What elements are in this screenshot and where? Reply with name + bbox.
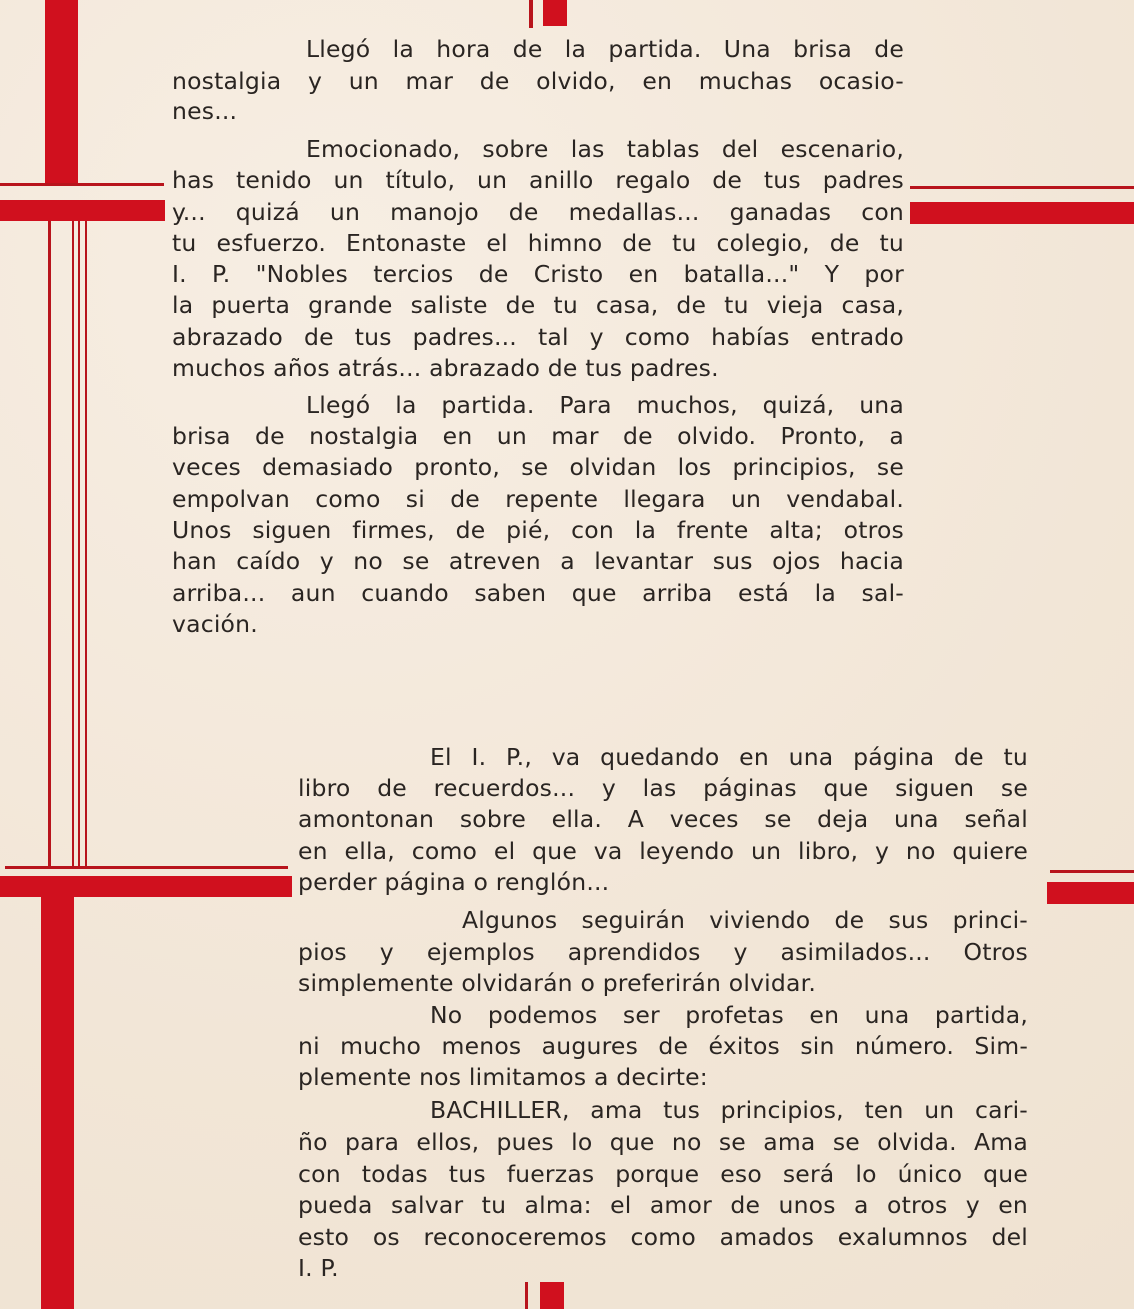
decor-left-pinstripe-3 xyxy=(78,221,80,868)
text-line: El I. P., va quedando en una página de tu xyxy=(430,743,1028,771)
text-line: arriba... aun cuando saben que arriba está la sal- xyxy=(172,579,904,607)
decor-left-horizontal-bar-top xyxy=(0,200,165,221)
decor-top-center-thin-tick xyxy=(529,0,533,28)
text-line: con todas tus fuerzas porque eso será lo único que xyxy=(298,1160,1028,1188)
text-line: muchos años atrás... abrazado de tus padres. xyxy=(172,354,719,382)
text-line: abrazado de tus padres... tal y como habías entrado xyxy=(172,323,904,351)
text-line: nes... xyxy=(172,97,238,125)
decor-left-pinstripe-1 xyxy=(48,221,51,868)
text-line: tu esfuerzo. Entonaste el himno de tu colegio, de tu xyxy=(172,229,904,257)
decor-left-thin-rule-bottom xyxy=(5,866,288,869)
decor-left-vertical-bar-top xyxy=(45,0,78,186)
text-line: ño para ellos, pues lo que no se ama se olvida. Ama xyxy=(298,1128,1028,1156)
text-line: I. P. "Nobles tercios de Cristo en batalla..." Y por xyxy=(172,260,904,288)
text-line: I. P. xyxy=(298,1254,339,1282)
text-line: has tenido un título, un anillo regalo de tus padres xyxy=(172,166,904,194)
text-line: nostalgia y un mar de olvido, en muchas ocasio- xyxy=(172,67,904,95)
text-line: y... quizá un manojo de medallas... ganadas con xyxy=(172,198,904,226)
text-line: ni mucho menos augures de éxitos sin número. Sim- xyxy=(298,1032,1028,1060)
text-line: esto os reconoceremos como amados exalumnos del xyxy=(298,1223,1028,1251)
decor-left-pinstripe-4 xyxy=(85,221,87,868)
decor-right-thin-rule-bottom xyxy=(1050,870,1134,873)
text-line: empolvan como si de repente llegara un vendabal. xyxy=(172,485,904,513)
decor-left-vertical-bar-bottom xyxy=(41,895,74,1309)
text-line: en ella, como el que va leyendo un libro, y no quiere xyxy=(298,837,1028,865)
text-line: amontonan sobre ella. A veces se deja una señal xyxy=(298,805,1028,833)
text-line: Llegó la partida. Para muchos, quizá, una xyxy=(306,391,904,419)
decor-left-thin-rule-top xyxy=(0,183,164,186)
text-line: veces demasiado pronto, se olvidan los principios, se xyxy=(172,453,904,481)
text-line: Llegó la hora de la partida. Una brisa de xyxy=(306,35,904,63)
text-line: han caído y no se atreven a levantar sus ojos hacia xyxy=(172,547,904,575)
decor-right-horizontal-bar-bottom xyxy=(1047,882,1134,904)
text-line: brisa de nostalgia en un mar de olvido. Pronto, a xyxy=(172,422,904,450)
decor-bottom-center-block xyxy=(540,1282,564,1309)
text-line: BACHILLER, ama tus principios, ten un cari- xyxy=(430,1096,1028,1124)
text-line: libro de recuerdos... y las páginas que siguen se xyxy=(298,774,1028,802)
decor-right-horizontal-bar-top xyxy=(910,202,1134,224)
text-line: Algunos seguirán viviendo de sus princi- xyxy=(462,906,1028,934)
decor-bottom-center-thin-tick xyxy=(525,1282,528,1309)
text-line: perder página o renglón... xyxy=(298,868,610,896)
text-line: pueda salvar tu alma: el amor de unos a otros y en xyxy=(298,1191,1028,1219)
text-line: vación. xyxy=(172,610,258,638)
text-line: simplemente olvidarán o preferirán olvidar. xyxy=(298,969,816,997)
text-line: plemente nos limitamos a decirte: xyxy=(298,1063,708,1091)
text-line: Emocionado, sobre las tablas del escenario, xyxy=(306,135,904,163)
decor-top-center-block xyxy=(543,0,567,26)
decor-left-pinstripe-2 xyxy=(72,221,74,868)
text-line: pios y ejemplos aprendidos y asimilados... Otros xyxy=(298,938,1028,966)
text-line: la puerta grande saliste de tu casa, de tu vieja casa, xyxy=(172,291,904,319)
decor-left-horizontal-bar-bottom xyxy=(0,876,292,897)
text-line: No podemos ser profetas en una partida, xyxy=(430,1001,1028,1029)
text-line: Unos siguen firmes, de pié, con la frente alta; otros xyxy=(172,516,904,544)
decor-right-thin-rule-top xyxy=(910,186,1134,189)
